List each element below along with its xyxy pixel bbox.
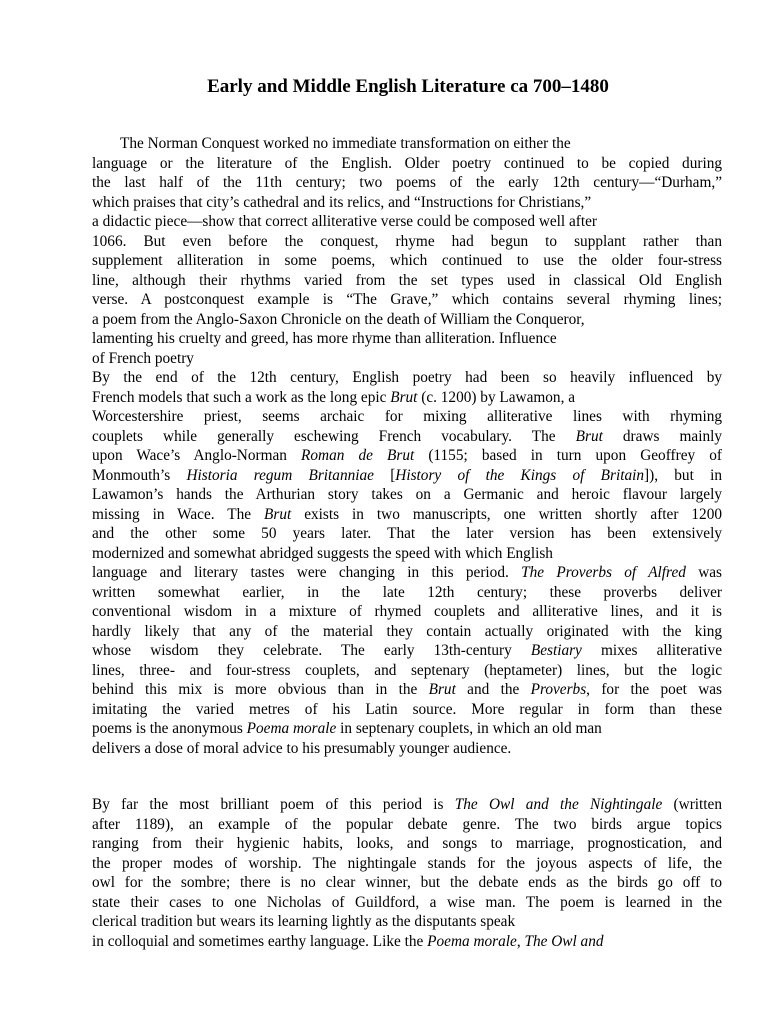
- text-line: [92, 446, 722, 466]
- text-run: which praises that city’s cathedral and its relics, and “Instructions for Christians,”: [92, 193, 592, 211]
- text-line: [92, 349, 722, 369]
- text-run: was: [685, 564, 723, 581]
- italic-title-text: History of the Kings of Britain: [395, 466, 645, 484]
- text-line: [92, 700, 722, 720]
- text-line: [92, 212, 722, 232]
- text-line: [92, 388, 722, 408]
- text-line: [92, 271, 722, 291]
- text-line: [92, 834, 722, 854]
- text-run: imitating the varied metres of his Latin source. More regular in form than these: [92, 700, 722, 718]
- text-run: mixes alliterative: [581, 642, 722, 659]
- text-run: clerical tradition but wears its learning lightly as the disputants speak: [92, 913, 516, 930]
- text-run: French models that such a work as the long epic: [92, 388, 391, 406]
- text-run: ,: [516, 932, 525, 950]
- text-line: [92, 466, 722, 486]
- text-line: [92, 563, 722, 583]
- text-run: The Norman Conquest worked no immediate transformation on either the: [120, 135, 571, 152]
- text-line: [92, 719, 722, 739]
- text-line: [92, 485, 722, 505]
- text-run: language or the literature of the English. Older poetry continued to be copied during: [92, 154, 722, 172]
- text-line: [92, 583, 722, 603]
- text-run: in colloquial and sometimes earthy language. Like the: [92, 932, 428, 950]
- text-line: [92, 329, 722, 349]
- italic-title-text: Poema morale: [246, 720, 337, 737]
- text-run: state their cases to one Nicholas of Guildford, a wise man. The poem is learned in the: [92, 893, 722, 911]
- text-line: [92, 427, 722, 447]
- body-paragraph-2: [92, 795, 722, 951]
- text-run: exists in two manuscripts, one written shortly after 1200: [291, 505, 722, 523]
- text-line: [92, 680, 722, 700]
- text-run: lamenting his cruelty and greed, has more rhyme than alliteration. Influence: [92, 330, 557, 347]
- text-line: [92, 134, 722, 154]
- text-run: the last half of the 11th century; two poems of the early 12th century—“Durham,”: [92, 174, 722, 191]
- text-run: lines, three- and four-stress couplets, and septenary (heptameter) lines, but the logic: [92, 661, 722, 679]
- text-line: [92, 854, 722, 874]
- text-run: By the end of the 12th century, English poetry had been so heavily influenced by: [92, 369, 722, 386]
- text-line: [92, 893, 722, 913]
- text-run: written somewhat earlier, in the late 12th century; these proverbs deliver: [92, 583, 722, 601]
- text-line: [92, 544, 722, 564]
- text-line: [92, 524, 722, 544]
- text-run: and the: [455, 681, 531, 698]
- text-run: a didactic piece—show that correct alliterative verse could be composed well after: [92, 213, 597, 230]
- text-line: [92, 641, 722, 661]
- text-line: [92, 154, 722, 174]
- text-line: [92, 739, 722, 759]
- text-run: verse. A postconquest example is “The Grave,” which contains several rhyming lines;: [92, 291, 722, 308]
- text-line: [92, 251, 722, 271]
- text-line: [92, 661, 722, 681]
- text-run: Monmouth’s: [92, 466, 187, 484]
- italic-title-text: Bestiary: [530, 642, 582, 659]
- text-run: line, although their rhythms varied from the set types used in classical Old English: [92, 271, 722, 289]
- text-run: By far the most brilliant poem of this period is: [92, 796, 455, 813]
- italic-title-text: Roman de Brut: [301, 447, 415, 464]
- italic-title-text: Brut: [390, 388, 418, 406]
- text-run: ranging from their hygienic habits, looks, and songs to marriage, prognostication, and: [92, 835, 722, 852]
- text-run: 1066. But even before the conquest, rhyme had begun to supplant rather than: [92, 232, 722, 250]
- italic-title-text: The Owl and the Nightingale: [454, 796, 663, 813]
- italic-title-text: Brut: [575, 427, 603, 445]
- text-run: (c. 1200) by Lawamon, a: [417, 388, 576, 406]
- text-line: [92, 290, 722, 310]
- text-run: of French poetry: [92, 349, 194, 367]
- body-paragraph-1: [92, 134, 722, 758]
- text-run: couplets while generally eschewing French vocabulary. The: [92, 427, 576, 445]
- text-run: (1155; based in turn upon Geoffrey of: [414, 447, 722, 464]
- text-run: behind this mix is more obvious than in the: [92, 681, 429, 698]
- italic-title-text: Historia regum Britanniae: [186, 466, 374, 484]
- italic-title-text: Poema morale: [427, 932, 517, 950]
- text-run: conventional wisdom in a mixture of rhymed couplets and alliterative lines, and it is: [92, 603, 722, 620]
- text-run: in septenary couplets, in which an old man: [336, 720, 602, 737]
- text-run: Lawamon’s hands the Arthurian story takes on a Germanic and heroic flavour largely: [92, 486, 722, 503]
- text-run: hardly likely that any of the material they contain actually originated with the king: [92, 622, 722, 640]
- text-line: [92, 310, 722, 330]
- document-title: Early and Middle English Literature ca 700–1480: [207, 76, 609, 97]
- text-run: draws mainly: [602, 427, 722, 445]
- text-run: modernized and somewhat abridged suggests the speed with which English: [92, 544, 553, 562]
- text-run: poems is the anonymous: [92, 720, 247, 737]
- text-run: missing in Wace. The: [92, 505, 265, 523]
- italic-title-text: Proverbs: [530, 681, 587, 698]
- text-line: [92, 932, 722, 952]
- text-run: upon Wace’s Anglo-Norman: [92, 447, 302, 464]
- text-run: delivers a dose of moral advice to his presumably younger audience.: [92, 739, 512, 757]
- text-run: owl for the sombre; there is no clear winner, but the debate ends as the birds go off to: [92, 874, 722, 891]
- text-line: [92, 505, 722, 525]
- text-run: and the other some 50 years later. That the later version has been extensively: [92, 525, 722, 542]
- italic-title-text: Brut: [264, 505, 292, 523]
- text-line: [92, 912, 722, 932]
- text-run: , for the poet was: [586, 681, 723, 698]
- text-line: [92, 873, 722, 893]
- text-run: Worcestershire priest, seems archaic for mixing alliterative lines with rhyming: [92, 408, 722, 425]
- text-line: [92, 193, 722, 213]
- text-line: [92, 622, 722, 642]
- text-run: whose wisdom they celebrate. The early 13th-century: [92, 642, 531, 659]
- text-run: (written: [662, 796, 722, 813]
- italic-title-text: The Owl and: [524, 932, 604, 950]
- text-line: [92, 407, 722, 427]
- text-run: the proper modes of worship. The nightingale stands for the joyous aspects of life, the: [92, 854, 722, 872]
- text-run: language and literary tastes were changing in this period.: [92, 564, 522, 581]
- text-run: supplement alliteration in some poems, which continued to use the older four-stress: [92, 252, 722, 269]
- text-line: [92, 795, 722, 815]
- text-run: a poem from the Anglo-Saxon Chronicle on the death of William the Conqueror,: [92, 310, 585, 328]
- text-line: [92, 602, 722, 622]
- text-line: [92, 815, 722, 835]
- italic-title-text: Brut: [428, 681, 456, 698]
- italic-title-text: The Proverbs of Alfred: [521, 564, 686, 581]
- text-line: [92, 368, 722, 388]
- text-line: [92, 173, 722, 193]
- text-line: [92, 232, 722, 252]
- text-run: after 1189), an example of the popular debate genre. The two birds argue topics: [92, 815, 722, 833]
- text-run: [: [373, 466, 396, 484]
- text-run: ]), but in: [644, 466, 722, 484]
